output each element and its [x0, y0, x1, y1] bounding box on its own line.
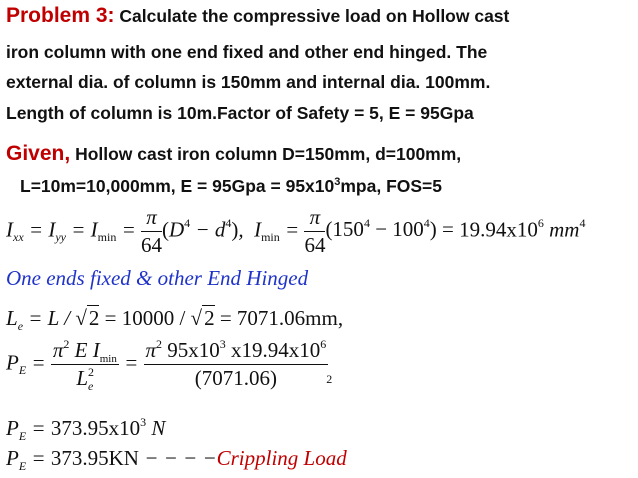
crippling-load: Crippling Load — [216, 446, 347, 470]
problem-line-3: external dia. of column is 150mm and internal dia. 100mm. — [6, 72, 491, 92]
inertia-unit: mm — [549, 217, 580, 242]
problem-line-1 — [6, 4, 509, 28]
problem-line-2: iron column with one end fixed and other end hinged. The — [6, 42, 488, 62]
pe-val2: 373.95KN — [50, 446, 139, 470]
given-exp: 3 — [334, 176, 341, 189]
given-line-1 — [6, 142, 461, 166]
euler-equation: $P_E$ = $\frac{\pi^2 E I_{min}}{L^2_e}$ = $\frac{\pi^2 95x10^3 x19.94x10^6}{(7071.06)}$ $_2$ — [6, 337, 333, 393]
inertia-exp: 6 — [537, 216, 544, 231]
pe-val1-unit: N — [151, 416, 166, 440]
pe-den: (7071.06) — [194, 366, 278, 390]
end-condition: One ends fixed & other End Hinged — [6, 266, 309, 290]
given-text-1: Hollow cast iron column D=150mm, d=100mm, — [70, 144, 462, 164]
pe-result-1: $P_E = 373.95x10^3$ N — [6, 415, 166, 443]
given-text-2-tail: mpa, FOS=5 — [340, 176, 443, 196]
inertia-unit-exp: 4 — [579, 216, 586, 231]
given-line-2 — [20, 176, 442, 197]
pe-result-2: $P_E = 373.95KN$ − − − −Crippling Load — [6, 446, 347, 473]
given-label: Given, — [6, 142, 71, 165]
pe-val1: 373.95x10 — [50, 416, 141, 440]
inertia-result: 19.94x10 — [459, 217, 538, 242]
pe-num: 95x10 — [167, 338, 220, 362]
le-value: 7071.06mm, — [236, 306, 344, 330]
given-text-2: L=10m=10,000mm, E = 95Gpa = 95x10 — [20, 176, 335, 196]
pe-num2: x19.94x10 — [231, 338, 321, 362]
problem-line-4: Length of column is 10m.Factor of Safety = 5, E = 95Gpa — [6, 103, 474, 123]
problem-text-1: Calculate the compressive load on Hollow cast — [114, 6, 510, 26]
effective-length-equation: $L_e = L / √2 = 10000 / √2 = 7071.06mm$, — [6, 306, 344, 333]
problem-label: Problem 3: — [6, 4, 115, 27]
inertia-equation: $I_{xx} = I_{yy} = I_{min}$ = $\frac{\pi}{64}$ $(D^4 - d^4)$, $I_{min}$ = $\frac{\pi}{64}$ $(150^4 - 100^4) = 19.94x10^6$ $mm^4$ — [6, 205, 586, 257]
